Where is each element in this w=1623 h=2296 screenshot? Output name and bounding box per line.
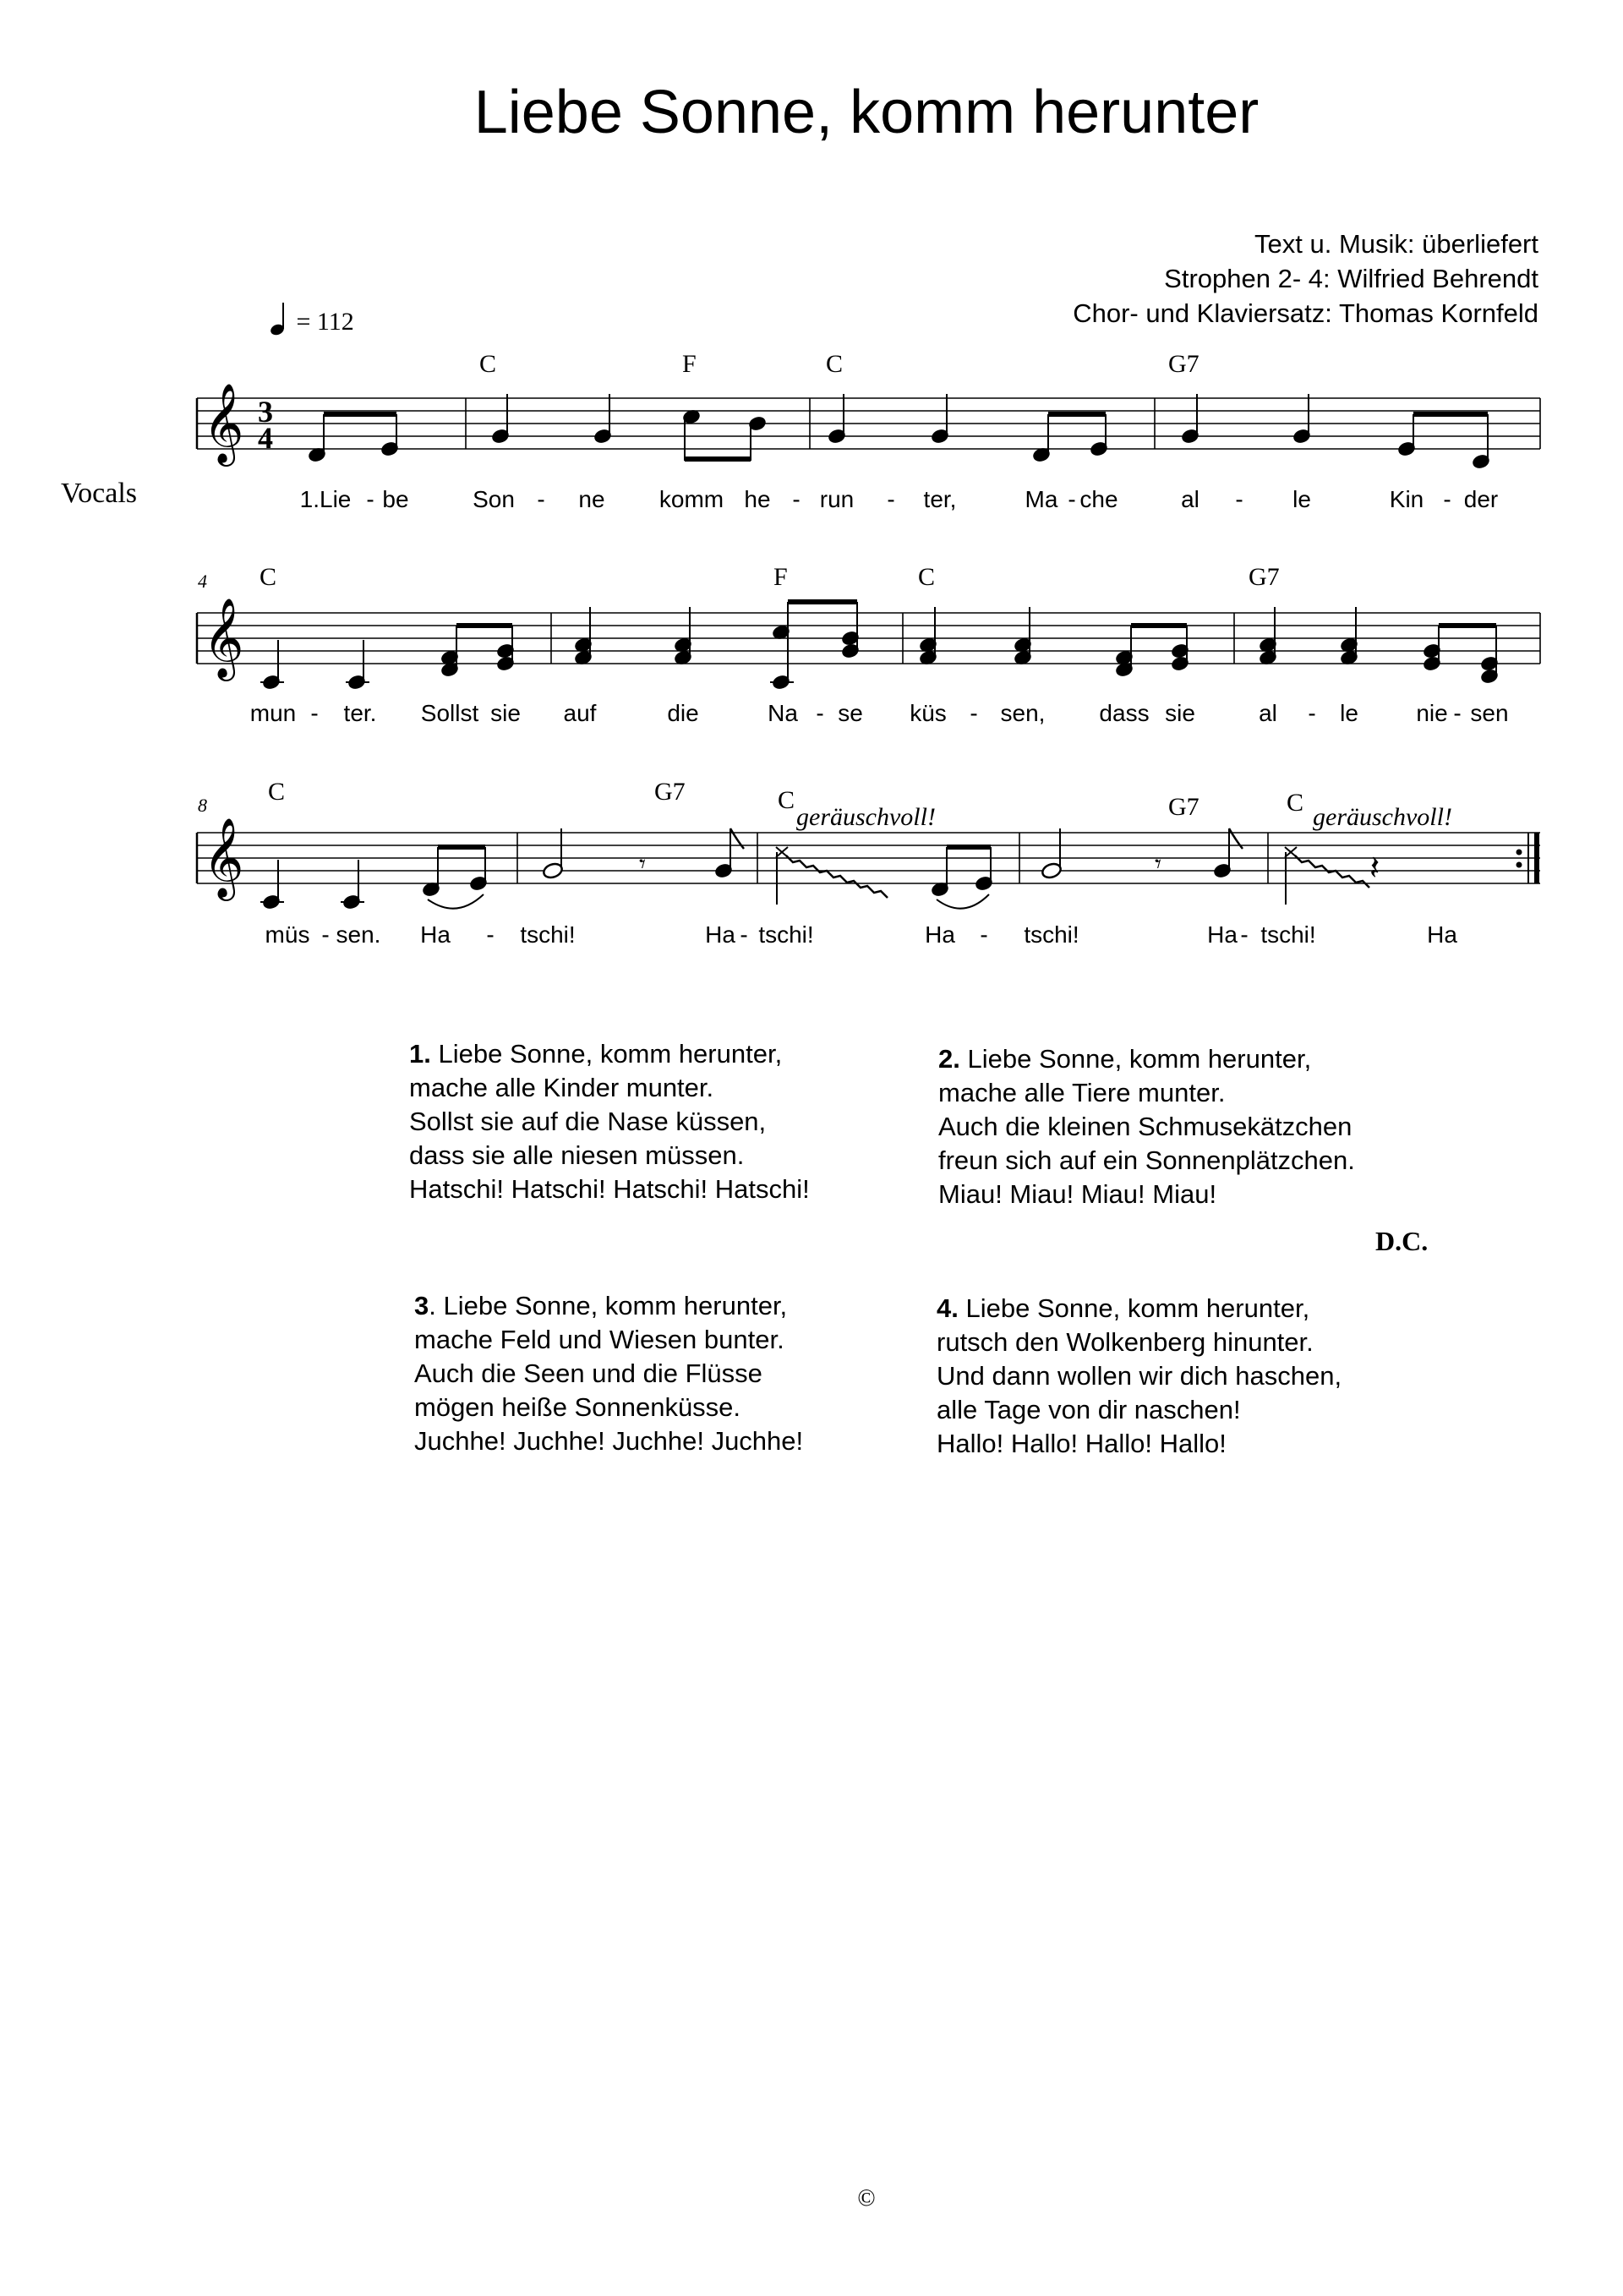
chord-symbol: C [1287, 789, 1304, 817]
lyric-syllable: Ha [1427, 921, 1457, 948]
bar-number: 8 [198, 795, 207, 816]
lyric-hyphen: - [740, 921, 748, 948]
lyric-syllable: Kin [1389, 486, 1424, 512]
chord-symbol: C [826, 350, 844, 378]
expression-text: geräuschvoll! [796, 803, 936, 831]
chord-symbol: G7 [654, 778, 686, 806]
chord-symbol: G7 [1168, 350, 1199, 378]
verse-line: Und dann wollen wir dich haschen, [937, 1361, 1342, 1391]
verse-line: Hatschi! Hatschi! Hatschi! Hatschi! [409, 1174, 810, 1204]
lyric-syllable: tschi! [520, 921, 576, 948]
lyric-syllable: sen [1470, 700, 1509, 726]
lyric-syllable: der [1463, 486, 1499, 512]
lyric-syllable: ter, [923, 486, 957, 512]
lyric-hyphen: - [1240, 921, 1249, 948]
lyric-syllable: se [838, 700, 863, 726]
treble-clef-icon: 𝄞 [203, 817, 244, 898]
repeat-dot [1516, 862, 1522, 868]
lyric-syllable: le [1292, 486, 1311, 512]
lyric-syllable: Na [768, 700, 798, 726]
lyric-hyphen: - [486, 921, 495, 948]
lyric-syllable: die [667, 700, 699, 726]
lyric-syllable: sen, [1000, 700, 1046, 726]
chord-symbol: G7 [1249, 563, 1280, 591]
credit-text-music: Text u. Musik: überliefert [1254, 229, 1538, 259]
time-signature-top: 3 [258, 395, 273, 429]
chord-symbol: C [260, 563, 277, 591]
chord-symbol: C [778, 786, 795, 814]
verse-line: freun sich auf ein Sonnenplätzchen. [938, 1145, 1355, 1175]
credit-verses: Strophen 2- 4: Wilfried Behrendt [1164, 264, 1538, 293]
page-title: Liebe Sonne, komm herunter [473, 79, 1260, 146]
instrument-label: Vocals [61, 478, 138, 509]
lyric-syllable: Ha [420, 921, 451, 948]
chord-symbol: G7 [1168, 793, 1199, 821]
staff-system-2 [197, 613, 1540, 664]
lyric-syllable: sie [1165, 700, 1195, 726]
lyric-hyphen: - [310, 700, 319, 726]
verse-line: Liebe Sonne, komm herunter, [438, 1039, 783, 1069]
svg-text:𝄾: 𝄾 [639, 850, 646, 879]
verse-1 [409, 1037, 810, 1206]
chord-symbol: C [268, 778, 286, 806]
lyric-syllable: mun [249, 700, 297, 726]
verse-line: mache alle Tiere munter. [938, 1078, 1226, 1107]
lyric-hyphen: - [1308, 700, 1316, 726]
svg-text:𝄽: 𝄽 [1369, 849, 1380, 888]
lyric-syllable: Ma [1025, 486, 1058, 512]
chord-symbol: C [918, 563, 936, 591]
lyric-syllable: tschi! [758, 921, 814, 948]
music-score [0, 0, 1623, 1014]
lyric-syllable: sen. [336, 921, 381, 948]
verse-line: Hallo! Hallo! Hallo! Hallo! [937, 1429, 1227, 1458]
credit-arrangement: Chor- und Klaviersatz: Thomas Kornfeld [1073, 298, 1538, 328]
verse-line: Auch die Seen und die Flüsse [414, 1358, 762, 1388]
staff-system-1 [197, 398, 1540, 449]
lyric-syllable: Ha [925, 921, 955, 948]
lyric-syllable: sie [490, 700, 521, 726]
lyric-syllable: ne [578, 486, 605, 512]
expression-text: geräuschvoll! [1313, 803, 1452, 831]
lyric-hyphen: - [970, 700, 978, 726]
lyric-syllable: al [1259, 700, 1277, 726]
verse-4 [937, 1292, 1342, 1461]
bar-number: 4 [198, 571, 207, 592]
da-capo-marking: D.C. [1375, 1226, 1429, 1256]
lyric-hyphen: - [887, 486, 895, 512]
lyric-syllable: he [744, 486, 771, 512]
lyric-hyphen: - [1235, 486, 1243, 512]
lyric-syllable: Son [473, 486, 515, 512]
verse-number: 3 [414, 1291, 429, 1320]
repeat-dot [1516, 850, 1522, 856]
lyric-syllable: tschi! [1260, 921, 1316, 948]
notes-system-3 [260, 828, 1380, 910]
chord-symbol: F [682, 350, 697, 378]
lyric-syllable: le [1340, 700, 1358, 726]
lyric-hyphen: - [792, 486, 801, 512]
lyric-hyphen: - [1068, 486, 1076, 512]
lyric-syllable: küs [910, 700, 947, 726]
lyric-syllable: Ha [705, 921, 735, 948]
verse-line: Miau! Miau! Miau! Miau! [938, 1179, 1217, 1209]
verse-number: 2. [938, 1044, 960, 1074]
lyric-syllable: tschi! [1024, 921, 1079, 948]
treble-clef-icon: 𝄞 [203, 598, 244, 678]
lyric-syllable: auf [563, 700, 597, 726]
lyric-syllable: be [382, 486, 409, 512]
chord-symbol: F [773, 563, 788, 591]
verse-line: Juchhe! Juchhe! Juchhe! Juchhe! [414, 1426, 804, 1456]
verse-line: mache alle Kinder munter. [409, 1073, 714, 1102]
verse-line: Liebe Sonne, komm herunter, [967, 1044, 1312, 1074]
lyric-syllable: Ha [1207, 921, 1238, 948]
notes-system-1 [308, 394, 1489, 469]
lyric-syllable: müs [265, 921, 310, 948]
verse-2 [938, 1042, 1355, 1211]
verse-line: Sollst sie auf die Nase küssen, [409, 1107, 767, 1136]
treble-clef-icon: 𝄞 [203, 383, 244, 463]
staff-system-3 [197, 833, 1540, 883]
time-signature-bottom: 4 [258, 421, 273, 455]
lyric-syllable: Sollst [420, 700, 479, 726]
verse-line: mögen heiße Sonnenküsse. [414, 1392, 741, 1422]
lyric-syllable: nie [1416, 700, 1448, 726]
svg-text:𝄾: 𝄾 [1155, 850, 1161, 879]
chord-symbol: C [479, 350, 497, 378]
verse-line: . Liebe Sonne, komm herunter, [429, 1291, 788, 1320]
tempo-value: = 112 [296, 308, 354, 336]
verse-number: 1. [409, 1039, 431, 1069]
lyric-hyphen: - [980, 921, 988, 948]
verse-line: alle Tage von dir naschen! [937, 1395, 1241, 1424]
verse-line: Liebe Sonne, komm herunter, [965, 1293, 1310, 1323]
verse-line: dass sie alle niesen müssen. [409, 1140, 745, 1170]
lyric-syllable: ter. [343, 700, 377, 726]
verse-3 [414, 1289, 803, 1458]
copyright: © [857, 2185, 876, 2211]
lyric-syllable: che [1079, 486, 1118, 512]
lyric-hyphen: - [321, 921, 330, 948]
lyric-hyphen: - [537, 486, 545, 512]
verse-line: mache Feld und Wiesen bunter. [414, 1325, 784, 1354]
lyric-hyphen: - [1443, 486, 1451, 512]
verse-line: Auch die kleinen Schmusekätzchen [938, 1112, 1352, 1141]
lyric-syllable: al [1181, 486, 1199, 512]
lyric-hyphen: - [816, 700, 824, 726]
lyric-syllable: komm [658, 486, 724, 512]
verse-number: 4. [937, 1293, 959, 1323]
lyric-syllable: run [819, 486, 855, 512]
verse-line: rutsch den Wolkenberg hinunter. [937, 1327, 1314, 1357]
lyric-hyphen: - [1453, 700, 1462, 726]
lyric-hyphen: - [366, 486, 374, 512]
lyric-syllable: dass [1099, 700, 1150, 726]
lyric-syllable: 1.Lie [299, 486, 352, 512]
